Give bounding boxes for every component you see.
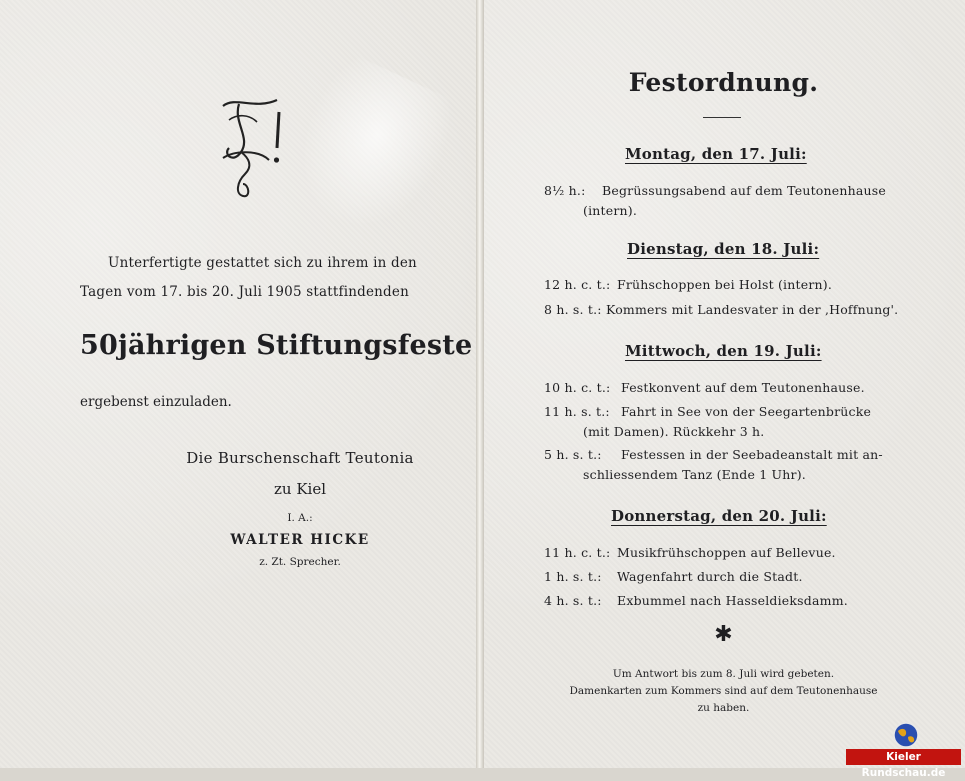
event-text: Wagenfahrt durch die Stadt. bbox=[617, 569, 803, 584]
event-time: 10 h. c. t.: bbox=[544, 380, 611, 395]
event-time: 4 h. s. t.: bbox=[544, 593, 602, 608]
star-ornament-icon: ✱ bbox=[714, 622, 733, 647]
event-time: 8½ h.: bbox=[544, 183, 586, 198]
event-text: Musikfrühschoppen auf Bellevue. bbox=[617, 545, 836, 560]
program-title: Festordnung. bbox=[628, 68, 819, 97]
footer-rsvp: Um Antwort bis zum 8. Juli wird gebeten. bbox=[612, 668, 835, 680]
signature-name: WALTER HICKE bbox=[230, 532, 370, 548]
intro-line-3: ergebenst einzuladen. bbox=[80, 394, 232, 410]
event-text: Begrüssungsabend auf dem Teutonenhause bbox=[602, 183, 886, 198]
event-text-continued: (mit Damen). Rückkehr 3 h. bbox=[583, 424, 765, 439]
headline: 50jährigen Stiftungsfeste bbox=[80, 330, 473, 361]
title-divider bbox=[703, 117, 741, 118]
event-text: Festkonvent auf dem Teutonenhause. bbox=[621, 380, 865, 395]
event-text: Fahrt in See von der Seegartenbrücke bbox=[621, 404, 872, 419]
footer-tickets: Damenkarten zum Kommers sind auf dem Teutonenhause bbox=[569, 685, 878, 697]
day-heading-wednesday: Mittwoch, den 19. Juli: bbox=[625, 342, 822, 360]
monogram-logo bbox=[215, 92, 295, 202]
event-text: Frühschoppen bei Holst (intern). bbox=[617, 277, 832, 292]
signature-fraternity: Die Burschenschaft Teutonia bbox=[186, 449, 414, 467]
event-time: 5 h. s. t.: bbox=[544, 447, 602, 462]
event-text-continued: (intern). bbox=[583, 203, 638, 218]
watermark-badge[interactable]: Kieler Rundschau.de bbox=[846, 749, 961, 765]
day-heading-monday: Montag, den 17. Juli: bbox=[625, 145, 807, 163]
day-heading-tuesday: Dienstag, den 18. Juli: bbox=[627, 240, 820, 258]
day-heading-thursday: Donnerstag, den 20. Juli: bbox=[611, 507, 827, 525]
signature-on-behalf: I. A.: bbox=[287, 512, 313, 524]
card-fold bbox=[476, 0, 484, 768]
event-time: 1 h. s. t.: bbox=[544, 569, 602, 584]
intro-line-2: Tagen vom 17. bis 20. Juli 1905 stattfindenden bbox=[80, 284, 409, 300]
signature-role: z. Zt. Sprecher. bbox=[259, 556, 341, 568]
event-time: 11 h. c. t.: bbox=[544, 545, 611, 560]
footer-tickets-continued: zu haben. bbox=[697, 702, 750, 714]
event-text: Kommers mit Landesvater in der ‚Hoffnung'. bbox=[606, 302, 899, 317]
event-text-continued: schliessendem Tanz (Ende 1 Uhr). bbox=[583, 467, 806, 482]
globe-icon bbox=[892, 721, 920, 749]
intro-line-1: Unterfertigte gestattet sich zu ihrem in den bbox=[108, 255, 417, 271]
event-time: 8 h. s. t.: bbox=[544, 302, 602, 317]
event-text: Festessen in der Seebadeanstalt mit an- bbox=[621, 447, 883, 462]
event-time: 11 h. s. t.: bbox=[544, 404, 610, 419]
event-text: Exbummel nach Hasseldieksdamm. bbox=[617, 593, 848, 608]
signature-city: zu Kiel bbox=[273, 480, 326, 498]
event-time: 12 h. c. t.: bbox=[544, 277, 611, 292]
